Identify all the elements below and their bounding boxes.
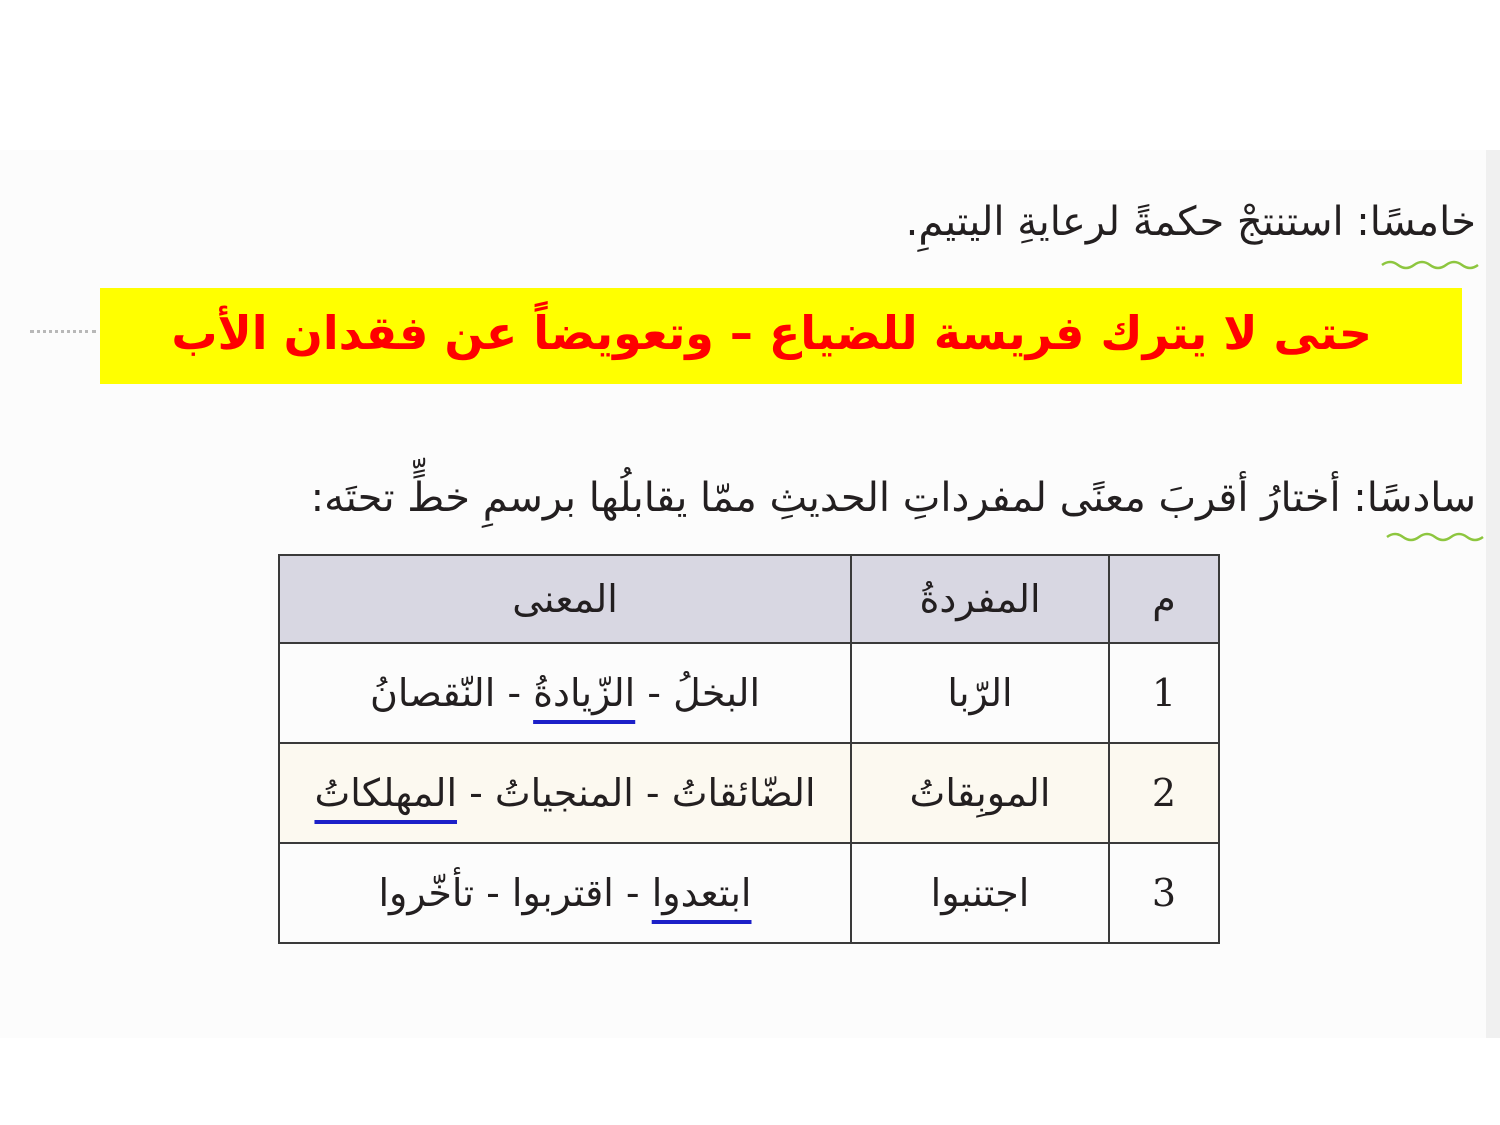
table-row xyxy=(279,843,1219,943)
decorative-squiggle xyxy=(1380,256,1480,272)
table-row xyxy=(279,743,1219,843)
table-header-row xyxy=(279,555,1219,643)
page-edge xyxy=(1486,150,1500,1038)
meaning-option[interactable]: الضّائقاتُ xyxy=(671,771,816,815)
option-separator: - xyxy=(635,671,674,715)
option-separator: - xyxy=(613,871,652,915)
row-word: اجتنبوا xyxy=(851,843,1109,943)
decorative-squiggle xyxy=(1385,528,1485,544)
meaning-option-selected[interactable]: الزّيادةُ xyxy=(533,671,636,715)
header-word: المفردةُ xyxy=(851,555,1109,643)
meaning-option-selected[interactable]: ابتعدوا xyxy=(651,871,752,915)
row-number: 2 xyxy=(1109,743,1219,843)
question-5-answer: حتى لا يترك فريسة للضياع – وتعويضاً عن فقدان الأب xyxy=(171,306,1372,360)
question-6-prompt: سادسًا: أختارُ أقربَ معنًى لمفرداتِ الحديثِ ممّا يقابلُها برسمِ خطٍّ تحتَه: xyxy=(310,475,1476,521)
row-word: الموبِقاتُ xyxy=(851,743,1109,843)
row-number: 1 xyxy=(1109,643,1219,743)
meaning-option[interactable]: المنجياتُ xyxy=(494,771,634,815)
dotted-leader xyxy=(30,330,96,343)
vocabulary-table xyxy=(278,554,1220,944)
row-word: الرّبا xyxy=(851,643,1109,743)
header-meaning: المعنى xyxy=(279,555,851,643)
row-meaning-options xyxy=(279,843,851,943)
option-separator: - xyxy=(633,771,672,815)
option-separator: - xyxy=(495,671,534,715)
row-meaning-options xyxy=(279,743,851,843)
row-meaning-options xyxy=(279,643,851,743)
meaning-option-selected[interactable]: المهلكاتُ xyxy=(314,771,458,815)
row-number: 3 xyxy=(1109,843,1219,943)
option-separator: - xyxy=(474,871,512,915)
question-5-prompt: خامسًا: استنتجْ حكمةً لرعايةِ اليتيمِ. xyxy=(905,199,1476,245)
header-number: م xyxy=(1109,555,1219,643)
answer-highlight xyxy=(100,288,1462,384)
meaning-option[interactable]: البخلُ xyxy=(673,671,761,715)
table-row xyxy=(279,643,1219,743)
meaning-option[interactable]: النّقصانُ xyxy=(369,671,496,715)
meaning-option[interactable]: اقتربوا xyxy=(511,871,614,915)
meaning-option[interactable]: تأخّروا xyxy=(378,871,475,915)
option-separator: - xyxy=(457,771,495,815)
